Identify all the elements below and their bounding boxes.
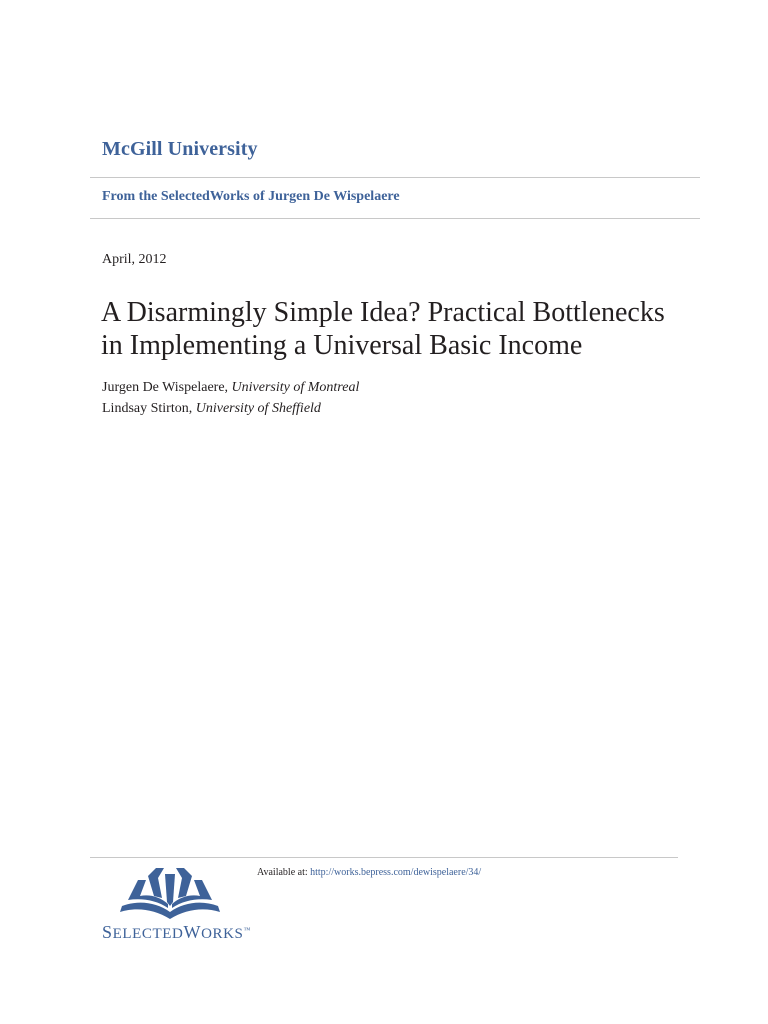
paper-title-line-2: in Implementing a Universal Basic Income — [101, 330, 583, 361]
paper-title-line-1: A Disarmingly Simple Idea? Practical Bottlenecks — [101, 297, 665, 328]
author-name: Lindsay Stirton, — [102, 401, 193, 416]
institution-name: McGill University — [102, 138, 258, 160]
selectedworks-logo — [102, 866, 252, 946]
author-entry — [102, 398, 359, 419]
paper-title — [101, 296, 701, 362]
selectedworks-author-link[interactable]: From the SelectedWorks of Jurgen De Wispelaere — [102, 189, 400, 204]
author-list — [102, 377, 359, 419]
footer-divider — [90, 857, 678, 858]
author-affiliation: University of Montreal — [231, 380, 360, 395]
author-entry — [102, 377, 359, 398]
publication-date: April, 2012 — [102, 252, 167, 267]
author-name: Jurgen De Wispelaere, — [102, 380, 229, 395]
available-label: Available at: — [257, 867, 308, 878]
header-divider-top — [90, 177, 700, 178]
header-divider-bottom — [90, 218, 700, 219]
open-book-logo-icon — [118, 866, 222, 922]
paper-url-link[interactable]: http://works.bepress.com/dewispelaere/34/ — [310, 867, 482, 878]
selectedworks-wordmark: SELECTEDWORKS™ — [102, 922, 251, 942]
availability-note — [257, 867, 481, 878]
author-affiliation: University of Sheffield — [195, 401, 321, 416]
